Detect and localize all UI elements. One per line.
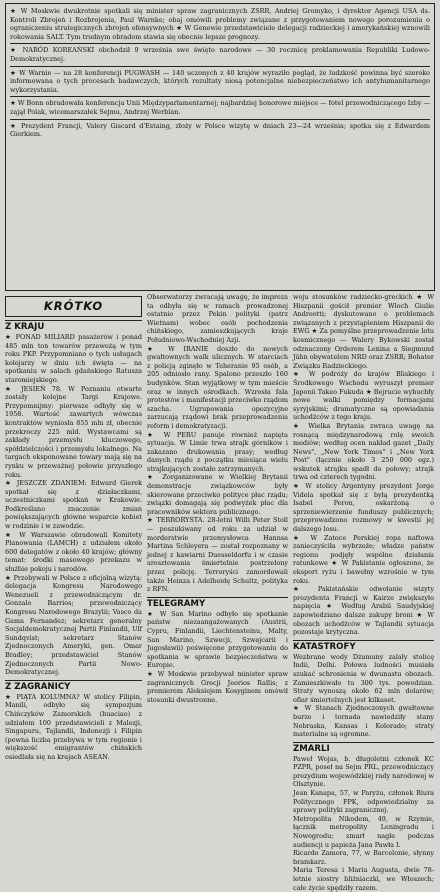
article-paragraph: Ricardo Zamora, 77, w Barcelonie, słynny bramkarz. — [293, 849, 434, 866]
article-paragraph: Obserwatorzy zwracają uwagę, że impreza ta odbyła się w ramach prowadzonej ostatnio przez Pekin polityki (patrz Wietnam) wobec osób pochodzenia chińskiego, zamieszkujących kraje Południowo-Wschodniej Azji. — [147, 293, 288, 344]
article-paragraph: ★ W Stanach Zjednoczonych gwałtowne burze i tornada nawiedziły stany Nebraska, Kansas i Kolorado; straty materialne są ogromne. — [293, 704, 434, 739]
article-paragraph: Paweł Wojas, b. długoletni członek KC PZPR, poseł na Sejm PRL, przewodniczący prezydium wojewódzkiej rady narodowej w Olsztynie. — [293, 754, 434, 789]
article-paragraph: Maria Teresa i Maria Augusta, dwie 78-letnie siostry bliźniaczki, we Włoszech; całe życie spędziły razem. — [293, 866, 434, 892]
divider — [10, 96, 430, 97]
news-item-bonn: ★ W Bonn obradowała konferencja Unii Międzyparlamentarnej; najbardziej honorowe miejsce — fotel przewodniczącego Izby — zajął Polak, wicemarszałek Sejmu, Andrzej Werblan. — [10, 99, 430, 116]
article-paragraph: ★ W stolicy Argentyny prezydent Jorge Videla spotkał się z byłą prezydentką Isabel Peron, oskarżoną o sprzeniewierzenie funduszy publicznych; przeprowadzono rozmowy w kwestii jej dalszego losu. — [293, 482, 434, 534]
section-heading-zmarli: ZMARLI — [293, 742, 434, 755]
article-paragraph: ★ W IRANIE doszło do nowych gwałtownych walk ulicznych. W starciach z policją zginęło w Teheranie 95 osób, a 205 odniosło rany. Spalono przeszło 160 budynków. Stan wyjątkowy w tym mieście oraz w innych ośrodkach. Wzrosła fala protestów i manifestacji przeciwko rządom szacha. Ugrupowania opozycyjne zarzucają rządowi brak przeprowadzenia reform i demokratyzacji. — [147, 344, 288, 430]
column-3 — [293, 293, 434, 892]
article-paragraph: ★ W podróży do krajów Bliskiego i Środkowego Wschodu wyruszył premier Japonii Takeo Fukuda ★ Bejrucie wybuchły nowe walki pomiędzy formacjami syryjskimi; dramatyczne są opowiadania uchodźców z tego kraju. — [293, 370, 434, 422]
article-paragraph: ★ Przebywali w Polsce z oficjalną wizytą: delegacja Kongresu Narodowego Wenezueli z przewodniczącym dr. Gonzalo Barrios; przewodniczący Kongresu Narodowego Brazylii; Vasco da Gama Fernandez; sekretarz generalny Socjaldemokratycznej Partii Finlandii, Ulf Sundqvist; sekretarz Stanów Zjednoczonych Ameryki, gen. Omar Bradley; przedstawiciel Stanów Zjednoczonych Partii Nowo-Demokratycznej. — [5, 573, 142, 677]
column-1 — [5, 293, 142, 796]
article-paragraph: ★ W PERU panuje również napięta sytuacja. W Limie trwa strajk górników i zakazano drukowania prasy; według danych rządu z początku miesiąca wielu strajkujących zostało zatrzymanych. — [147, 430, 288, 473]
section-heading-telegramy: TELEGRAMY — [147, 597, 288, 610]
article-paragraph: ★ Pakistańskie odwołanie wizyty prezydenta Francji w Kairze zwiększyło napięcia ★ Według Arabii Saudyjskiej zapowiedziano dalsze zakupy broni ★ W obozach uchodźców w Tajlandii sytuacja pozostaje krytyczna. — [293, 585, 434, 637]
article-paragraph: Jean Kanapa, 57, w Paryżu, członek Biura Politycznego FPK, odpowiedzialny za sprawy polityki zagranicznej. — [293, 789, 434, 815]
divider — [10, 119, 430, 120]
article-paragraph: woju stosunków radziecko-greckich ★ W Hiszpanii gościł premier Wloch Giulio Andreotti; dyskutowano o problemach związanych z przystąpieniem Hiszpanii do EWG ★ Za pomyślne przeprowadzenie lotu kosmicznego — Walery Bykowski został odznaczony Orderem Lenina a Siegmund Jähn obywatelem NRD oraz ZSRR; Bohater Związku Radzieckiego. — [293, 293, 434, 370]
top-news-box — [5, 3, 435, 291]
section-heading-katastrofy: KATASTROFY — [293, 640, 434, 653]
article-paragraph: ★ W Moskwie przebywał minister spraw zagranicznych Grecji Jeorios Rallis; z premierem Aleksiejem Kosyginem omówił stosunki dwustronne. — [147, 669, 288, 704]
article-paragraph: ★ PIĄTA KOLUMNA? W stolicy Filipin, Manili, odbyło się sympozjum Chińczyków Zamorskich (huaciao) z udziałem 100 przedstawicieli z Malezji, Singapuru, Tajlandii, Indonezji i Filipin (pewna liczba przebywa w tym regionie i większość emigrantów chińskich osiedlała się na krajach ASEAN. — [5, 692, 142, 761]
divider — [10, 43, 430, 44]
article-paragraph: ★ JESIEŃ 78. W Poznaniu otwarte zostały kolejne Targi Krajowe. Przypomnijmy: pierwsze odbyły się w 1958. Wartość zawartych wówczas kontraktów wyniosła 855 mln zł, obecnie przekroczy 225 mld. Wystawcami są zakłady przemysłu kluczowego, spółdzielczości i przemysłu lokalnego. Na targach eksponowane towary mają się na rynku w przeważnej połowie przyszłego roku. — [5, 384, 142, 479]
column-2 — [147, 293, 288, 796]
news-item-giscard: ★ Prezydent Francji, Valery Giscard d'Estaing, złoży w Polsce wizytę w dniach 23—24 września; spotka się z Edwardem Gierkiem. — [10, 121, 430, 139]
section-heading-z-zagranicy: Z ZAGRANICY — [5, 680, 142, 693]
news-item-pugwash: ★ W Warnie — na 28 konferencji PUGWASH — 140 uczonych z 40 krajów wyraziło pogląd, że ludzkość powinna być szeroko informowana o tych procesach badawczych, których rezultaty niosą potencjalne niebezpieczeństwo ich antyhumanitarnego wykorzystania. — [10, 68, 430, 94]
article-paragraph: Metropolita Nikodem, 49, w Rzymie, łącznik metropolity Leningradu i Nowogrodu; zmarł nagle podczas audiencji u papieża Jana Pawła I. — [293, 814, 434, 849]
article-paragraph: ★ JESZCZE ZDANIEM: Edward Gierek spotkał się z działaczkami, uczestniczkami spotkań w Krakowie. Podkreślano znaczenie zmian powiększających główne wsparcie kobiet w rodzinie i w zawodzie. — [5, 479, 142, 531]
news-item-salt: ★ W Moskwie dwukrotnie spotkali się minister spraw zagranicznych ZSRR, Andriej Gromyko, i dyrektor Agencji USA ds. Kontroli Zbrojeń i Rozbrojenia, Paul Warnke; obaj omówili problemy związane z przygotowaniem nowego porozumienia o ograniczeniu strategicznych zbrojeń ofensywnych ★ W Genewie przedstawiciele delegacji radzieckiej i amerykańskiej wznowili rokowania SALT. Tym trudnym obradom stawia się obecnie lepsze prognozy. — [10, 7, 430, 41]
article-paragraph: ★ W Warszawie obradowali Komitety Planowania (LAMCH) z udziałem około 600 delegatów z około 40 krajów; główny temat: środki masowego przekazu w służbie pokoju i narodów. — [5, 530, 142, 574]
section-heading-z-kraju: Z KRAJU — [5, 320, 142, 333]
divider — [10, 66, 430, 67]
news-item-korea: ★ NARÓD KOREAŃSKI obchodził 9 września swe święto narodowe — 30 rocznicę proklamowania Republiki Ludowo-Demokratycznej. — [10, 46, 430, 63]
article-paragraph: ★ W Zatoce Perskiej ropa naftowa zanieczyściła wybrzeże; władze państw regionu podjęły wspólne działania ratunkowe ★ W Pakistanie ogłoszono, że eksport ryżu i bawełny wzrośnie w tym roku. — [293, 533, 434, 585]
article-paragraph: ★ W San Marino odbyło się spotkanie państw niezaangażowanych (Austrii, Cypru, Finlandii, Liechtensteinu, Malty, San Marino, Szwecji, Szwajcarii i Jugosławii) poświęcone przygotowaniu do spotkania w sprawie bezpieczeństwa w Europie. — [147, 609, 288, 670]
article-paragraph: ★ TERRORYSTA. 28-letni Willi Peter Stoll — poszukiwany od roku za udział w morderstwie przemysłowca Hannsa Martina Schleyera — został rozpoznany w jednej z kawiarni Duesseldorfu i w czasie aresztowania śmiertelnie postrzelony przez policję. Terroryści zamordowali także Heinza i Adelheidę Schultz, polityka z RFN. — [147, 516, 288, 594]
article-paragraph: ★ Zorganizowane w Wielkiej Brytanii demonstracje związkowców były skierowane przeciwko polityce płac rządu; związki domagają się podwyżek płac dla pracowników sektora publicznego. — [147, 473, 288, 516]
article-paragraph: ★ PONAD MILIARD pasażerów i ponad 485 mln ton towarów przewożą w tym roku PKP. Przypomniano o tych usługach kolejarzy w dniu ich święta — na spotkaniu w salach gdańskiego Ratusza staromiejskiego. — [5, 333, 142, 384]
article-paragraph: ★ Wielka Brytania zwraca uwagę na rosnącą międzynarodową rolę swoich mediów; według ocen nakład gazet „Daily News", „New York Times" i „New York Post" (łącznie około 3 250 000 egz.) wskutek strajku spadł do połowy; strajk trwa od czterech tygodni. — [293, 421, 434, 482]
krotko-header: KRÓTKO — [5, 296, 142, 317]
article-paragraph: Wezbrane wody Dżamuny zalały stolicę Indii, Delhi. Połowa ludności musiała szukać schronienia w dwunastu obozach. Zamieszkiwało tu 300 tys. powodzian. Straty wynoszą około 62 mln dolarów; ofiar śmiertelnych jest kilkaset. — [293, 652, 434, 704]
